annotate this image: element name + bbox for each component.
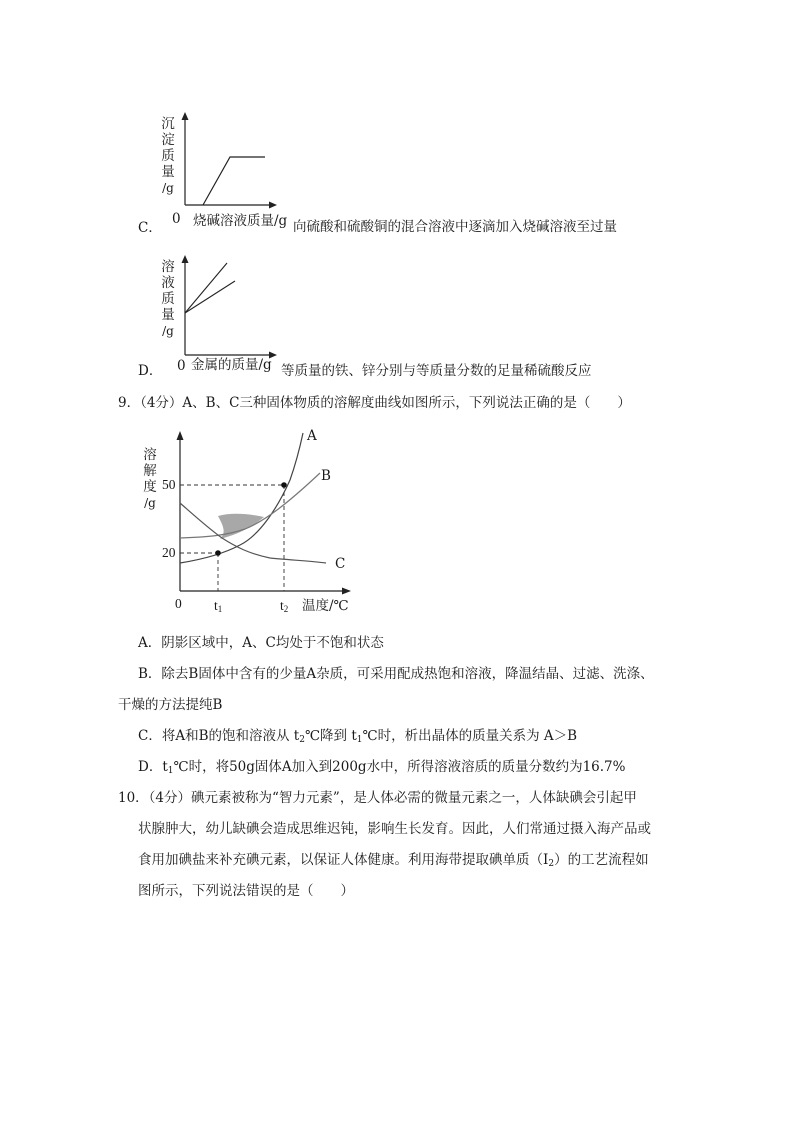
chart-xtick-t1-sub: 1 (217, 604, 223, 614)
q10-line3 (138, 851, 649, 873)
graph-c-curve (203, 157, 265, 205)
chart-ytick-50: 50 (162, 477, 176, 492)
chart-origin: 0 (175, 596, 182, 611)
graph-d-origin: 0 (177, 358, 186, 374)
chart-marker-t1 (215, 550, 221, 556)
chart-x-arrow (342, 588, 351, 595)
graph-c-origin: 0 (172, 211, 181, 227)
graph-c-option: C． (138, 220, 162, 236)
graph-d-line-steep (185, 263, 227, 313)
chart-svg (140, 425, 370, 620)
chart-series-B (180, 473, 320, 538)
graph-c-caption: 向硫酸和硫酸铜的混合溶液中逐滴加入烧碱溶液至过量 (293, 219, 617, 235)
chart-label-B: B (321, 468, 331, 484)
ylabel-char: 沉 (161, 116, 175, 132)
q9-option-d (138, 758, 625, 780)
ylabel-char: 量 (161, 307, 175, 323)
q10-line4: 图所示，下列说法错误的是（ ） (138, 883, 354, 899)
chart-xlabel: 温度/℃ (302, 598, 349, 614)
q10-line3-pre: 食用加碘盐来补充碘元素，以保证人体健康。利用海带提取碘单质（I (138, 852, 549, 868)
ylabel-char: 溶 (161, 259, 175, 275)
q9-option-d-post: ℃时，将50g固体A加入到200g水中，所得溶液溶质的质量分数约为16.7% (173, 759, 626, 775)
chart-xtick-t1 (214, 597, 222, 618)
chart-xtick-t2-sub: 2 (283, 604, 289, 614)
q9-option-d-sub1: 1 (167, 766, 174, 776)
q9-option-b-line2: 干燥的方法提纯B (118, 697, 223, 713)
q10-line1: 10．（4分）碘元素被称为“智力元素”，是人体必需的微量元素之一，人体缺碘会引起甲 (118, 790, 637, 806)
chart-series-A (180, 433, 303, 563)
chart-xtick-t2-text: t (280, 598, 284, 613)
ylabel-char: 液 (161, 275, 175, 291)
ylabel-char: 淀 (161, 132, 175, 148)
chart-series-C (180, 503, 326, 563)
ylabel-char: 量 (161, 164, 175, 180)
chart-ylabel-char: 解 (143, 463, 157, 479)
chart-xtick-t1-text: t (214, 598, 218, 613)
ylabel-char: 质 (161, 148, 175, 164)
graph-d-line-shallow (185, 281, 235, 313)
chart-label-A: A (307, 428, 317, 444)
chart-shaded-region (218, 514, 264, 539)
q9-option-d-pre: D．t (138, 759, 168, 775)
q10-line3-sub: 2 (548, 859, 555, 869)
q9-option-b-line1: B．除去B固体中含有的少量A杂质，可采用配成热饱和溶液，降温结晶、过滤、洗涤、 (138, 666, 654, 682)
chart-ytick-20: 20 (162, 545, 176, 560)
q10-line2: 状腺肿大，幼儿缺碘会造成思维迟钝，影响生长发育。因此，人们常通过摄入海产品或 (138, 821, 651, 837)
chart-y-arrow (177, 431, 184, 440)
chart-marker-t2 (281, 482, 287, 488)
graph-d-xlabel: 金属的质量/g (191, 357, 272, 373)
chart-xtick-t2 (280, 597, 288, 618)
q9-option-c-mid: ℃降到 t (304, 728, 357, 744)
graph-d-option: D． (138, 363, 163, 379)
ylabel-char: 质 (161, 291, 175, 307)
q9-stem: 9．（4分）A、B、C三种固体物质的溶解度曲线如图所示，下列说法正确的是（ ） (118, 395, 631, 411)
q9-option-a: A．阴影区域中，A、C均处于不饱和状态 (138, 635, 384, 651)
chart-ylabel-char: 度 (143, 479, 157, 495)
q9-option-c-post: ℃时，析出晶体的质量关系为 A＞B (362, 728, 578, 744)
q9-option-c-pre: C．将A和B的饱和溶液从 t (138, 728, 300, 744)
graph-d-caption: 等质量的铁、锌分别与等质量分数的足量稀硫酸反应 (281, 363, 592, 379)
chart-label-C: C (335, 556, 346, 572)
q9-option-c-sub2: 2 (299, 735, 305, 745)
ylabel-char: /g (162, 324, 174, 338)
graph-c-xlabel: 烧碱溶液质量/g (193, 213, 288, 229)
q9-option-c-sub1: 1 (356, 735, 363, 745)
q10-line3-post: ）的工艺流程如 (554, 852, 649, 868)
ylabel-char: /g (162, 181, 174, 195)
chart-ylabel-char: 溶 (143, 447, 157, 463)
solubility-chart (140, 425, 370, 620)
chart-ylabel-char: /g (144, 496, 156, 510)
q9-option-c (138, 727, 577, 749)
